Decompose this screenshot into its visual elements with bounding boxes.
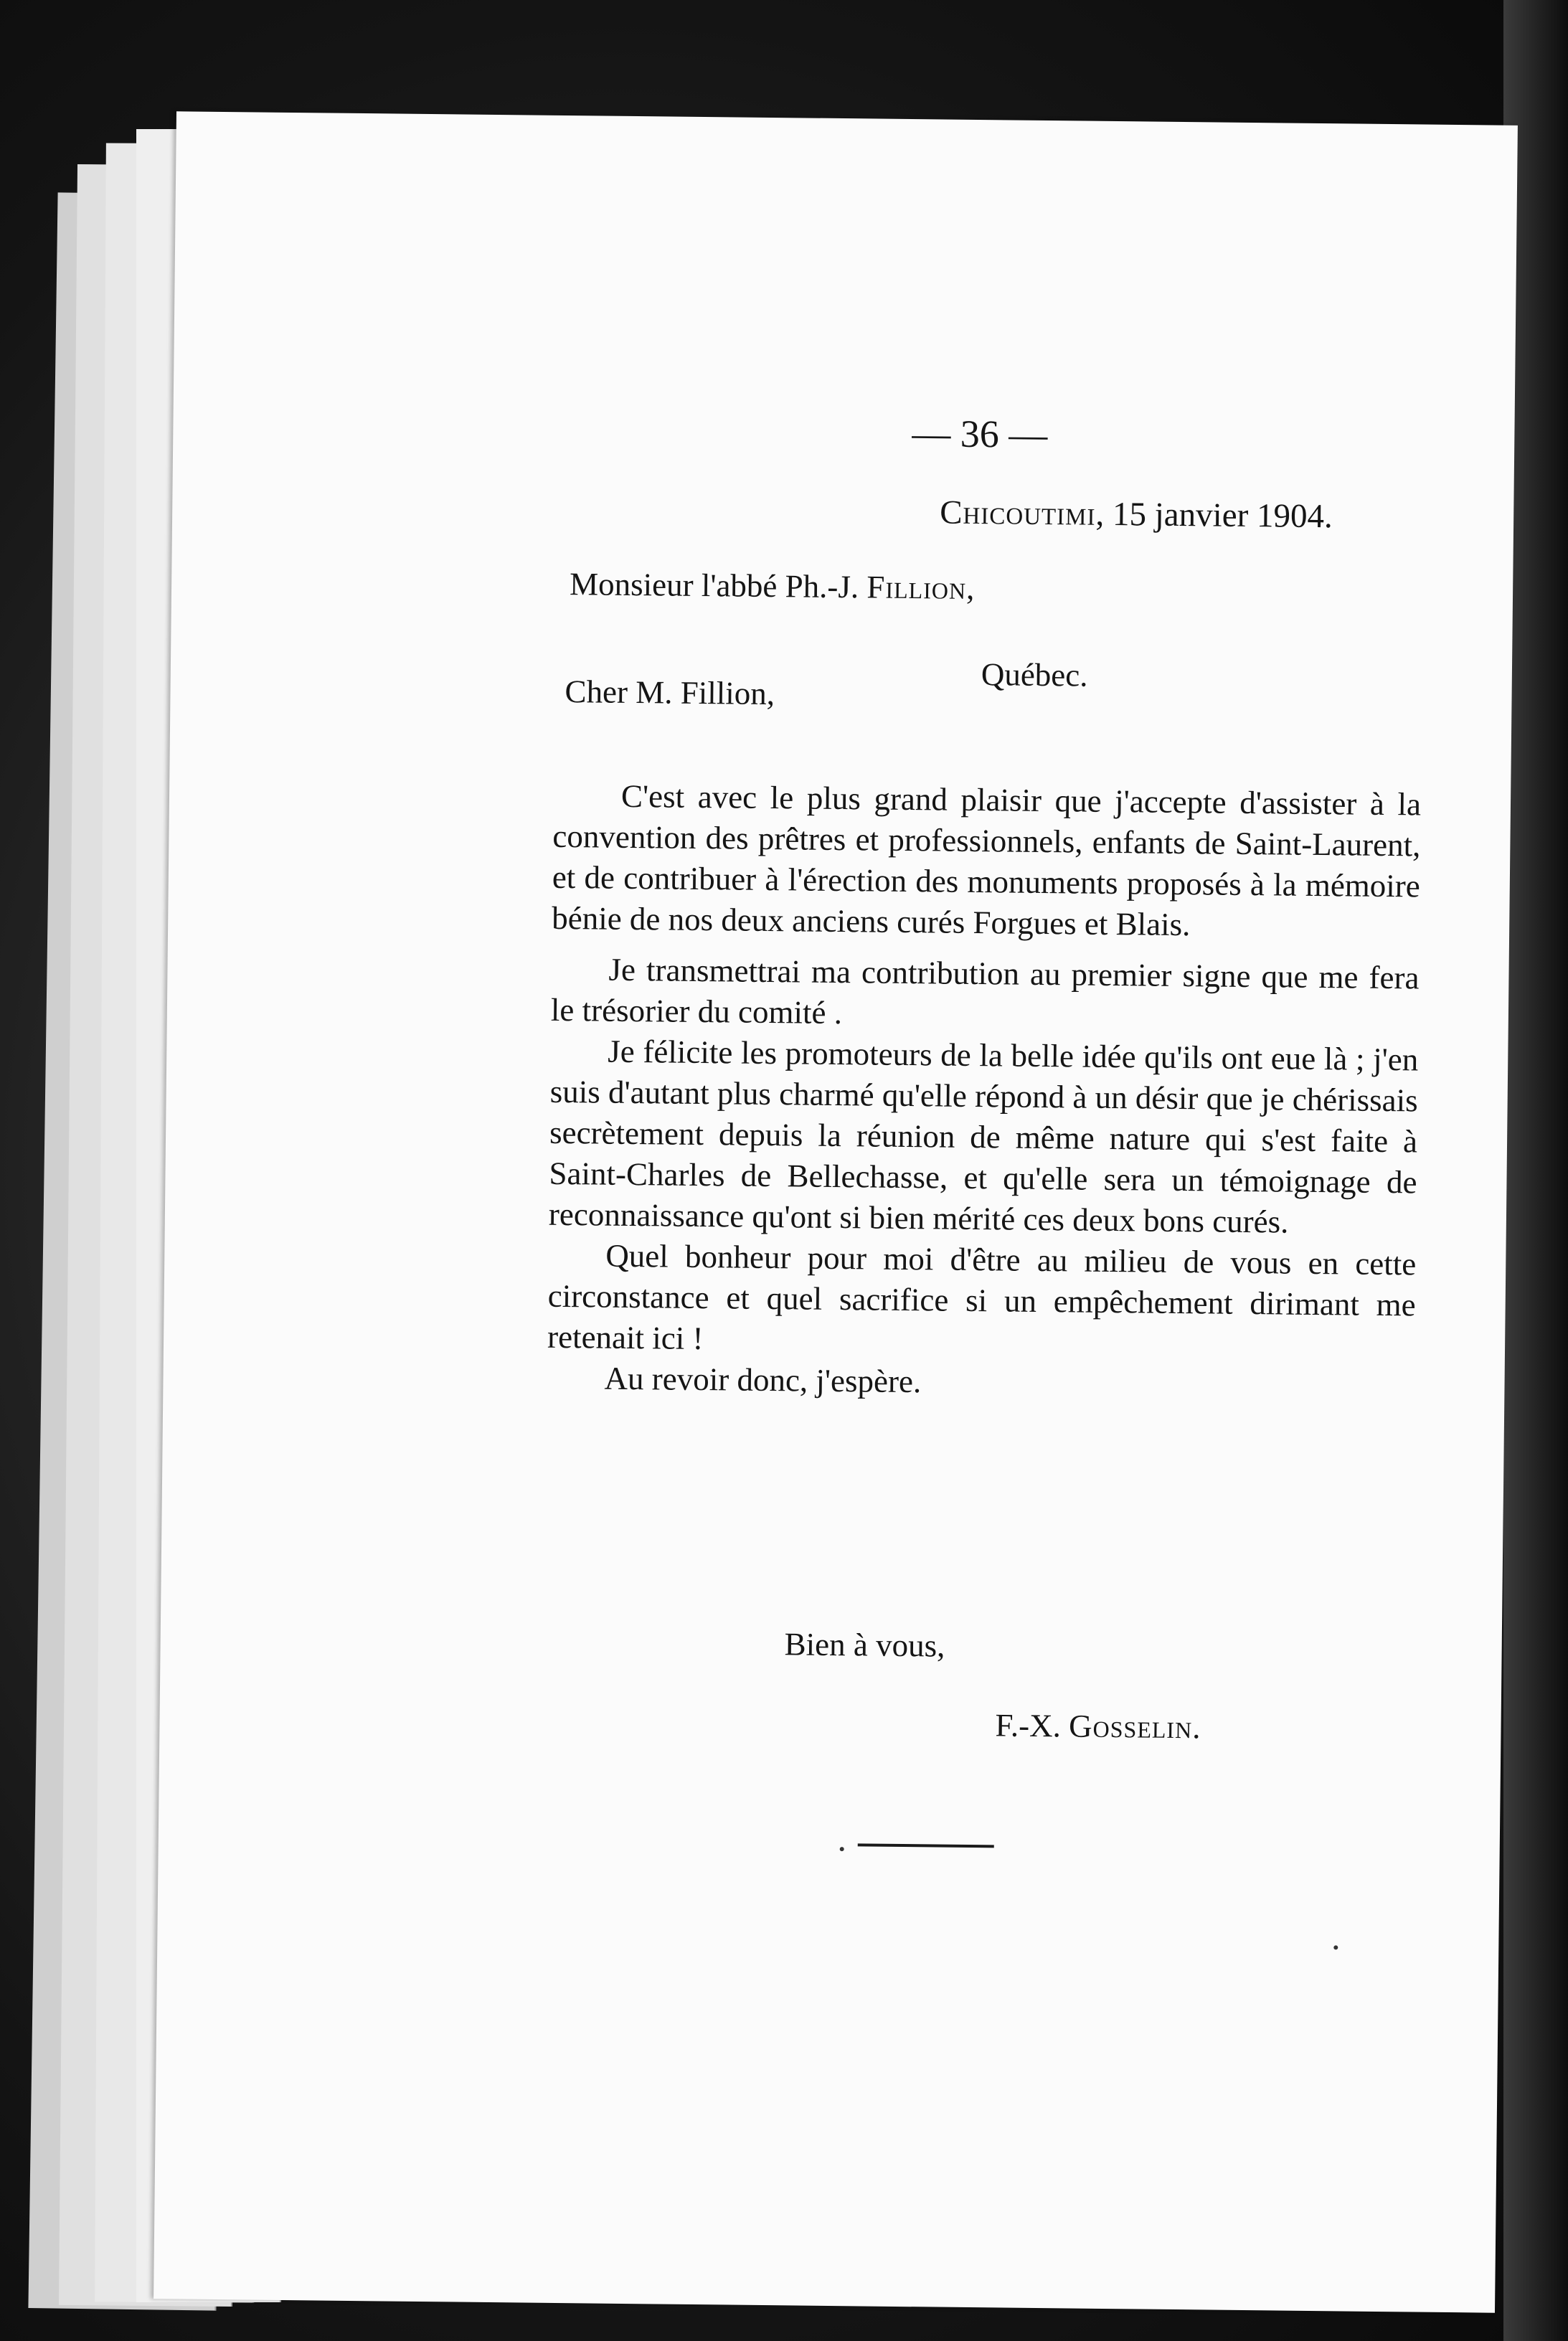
letter-body: [547, 775, 1421, 1408]
paragraph: C'est avec le plus grand plaisir que j'accepte d'assister à la convention des prêtres et professionnels, enfants de Saint-Laurent, et de contribuer à l'érection des monuments proposés à la mémoire bénie de nos deux anciens curés Forgues et Blais.: [552, 777, 1422, 943]
dateline-date: , 15 janvier 1904.: [1095, 495, 1333, 536]
dateline-place: Chicoutimi: [939, 493, 1096, 533]
recipient: [570, 564, 975, 608]
recipient-prefix: Monsieur l'abbé Ph.-J.: [569, 566, 867, 605]
signature-suffix: .: [1191, 1709, 1201, 1746]
end-rule: [858, 1843, 994, 1848]
dust-speck: [840, 1847, 844, 1851]
recipient-name: Fillion: [866, 569, 967, 606]
closing: Bien à vous,: [784, 1626, 945, 1664]
paragraph: Au revoir donc, j'espère.: [604, 1360, 922, 1400]
book-page: [154, 111, 1518, 2312]
signature-initials: F.-X.: [995, 1707, 1069, 1744]
dateline: [940, 492, 1333, 536]
signature-name: Gosselin: [1068, 1708, 1193, 1746]
salutation: Cher M. Fillion,: [565, 673, 775, 712]
signature: [995, 1705, 1201, 1747]
recipient-city: Québec.: [981, 656, 1088, 694]
paragraph: Quel bonheur pour moi d'être au milieu de vous en cette circonstance et quel sacrifice si un empêchement dirimant me retenait ici !: [547, 1237, 1417, 1357]
paragraph: Je félicite les promoteurs de la belle idée qu'ils ont eue là ; j'en suis d'autant plus charmé qu'elle répond à un désir que je chérissais secrètement depuis la réunion de même nature qui s'est faite à Saint-Charles de Bellechasse, et qu'elle sera un témoignage de reconnaissance qu'ont si bien mérité ces deux bons curés.: [548, 1033, 1419, 1240]
paragraph: Je transmettrai ma contribution au premier signe que me fera le trésorier du comité .: [550, 951, 1420, 1031]
dust-speck: [1333, 1945, 1338, 1949]
page-number: — 36 —: [912, 412, 1048, 457]
recipient-suffix: ,: [965, 569, 975, 606]
